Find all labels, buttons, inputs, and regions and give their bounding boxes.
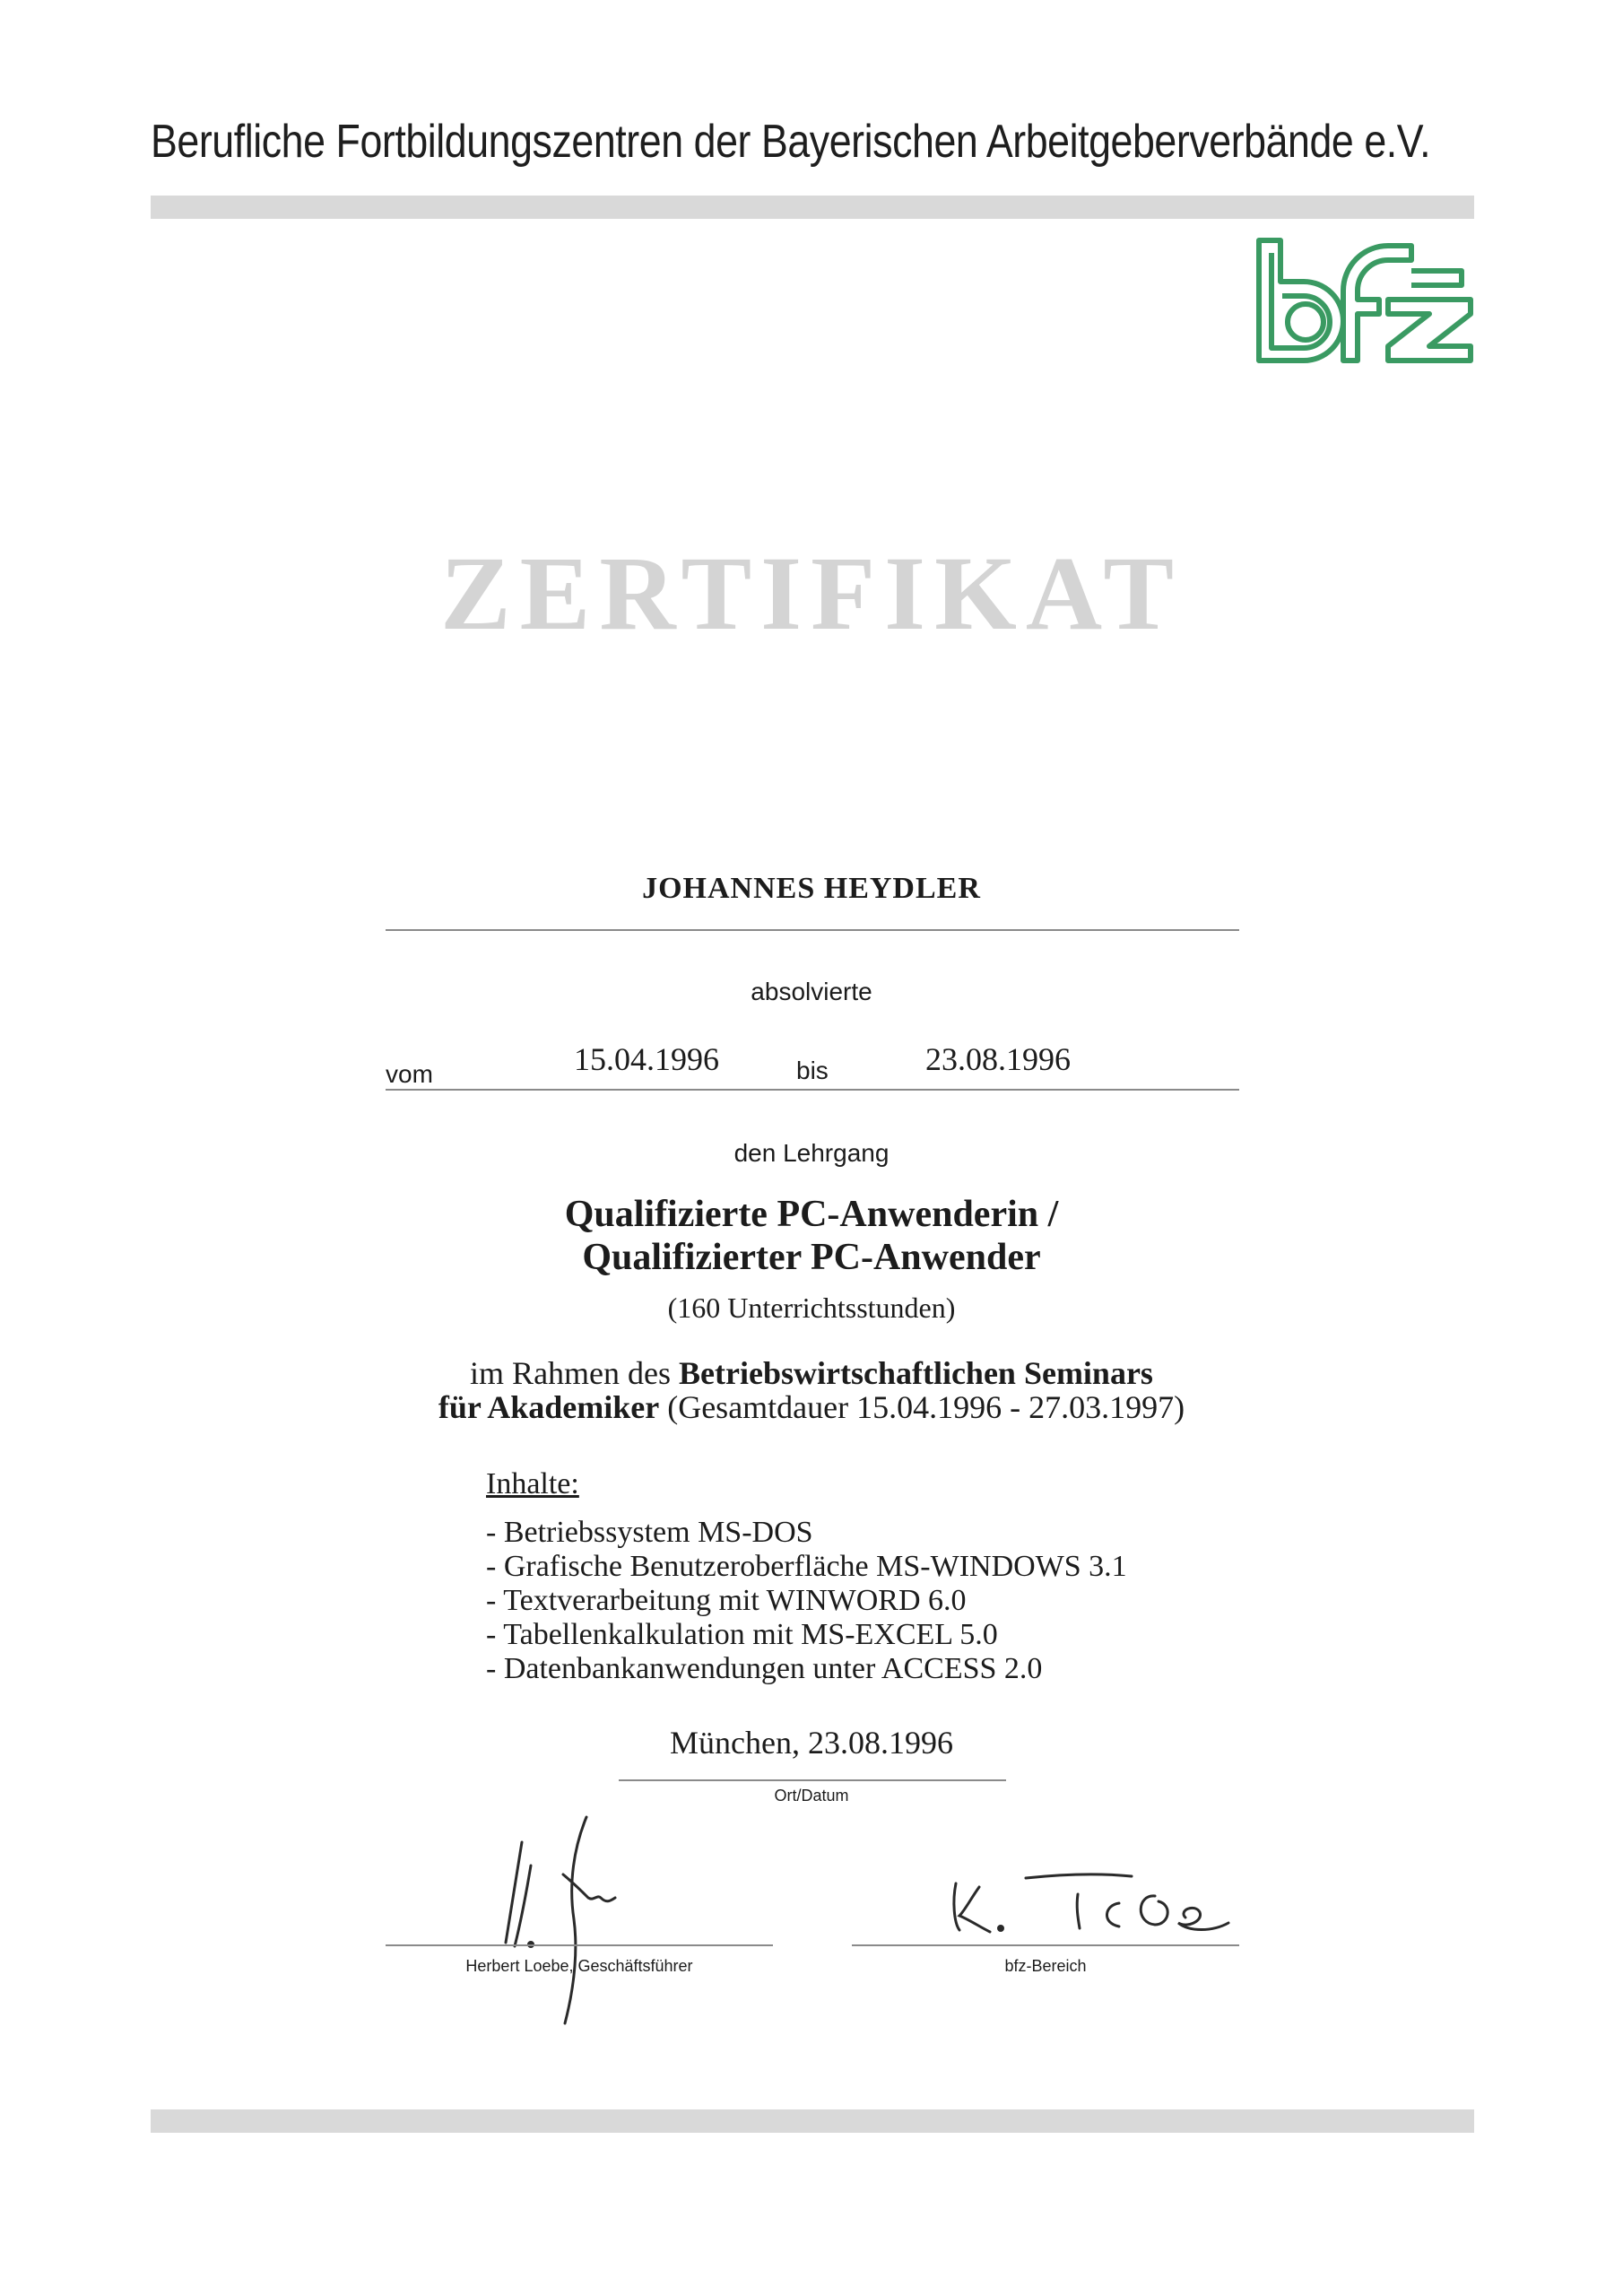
signer-right-caption: bfz-Bereich xyxy=(1004,1957,1087,1975)
seminar-name: Betriebswirtschaftlichen Seminars xyxy=(679,1355,1153,1391)
bottom-divider-bar xyxy=(151,2109,1474,2133)
top-divider-bar xyxy=(151,196,1474,219)
seminar-audience: für Akademiker xyxy=(438,1389,660,1425)
context-prefix: im Rahmen des xyxy=(470,1355,680,1391)
seminar-duration: (Gesamtdauer 15.04.1996 - 27.03.1997) xyxy=(659,1389,1185,1425)
list-item: - Betriebssystem MS-DOS xyxy=(486,1516,813,1549)
signature-left-icon xyxy=(475,1812,726,2027)
completed-label: absolvierte xyxy=(751,978,872,1005)
signature-right-line xyxy=(852,1944,1239,1946)
seminar-context-line1 xyxy=(0,1354,1623,1392)
to-date: 23.08.1996 xyxy=(925,1041,1071,1077)
course-hours: (160 Unterrichtsstunden) xyxy=(667,1292,956,1324)
dates-underline xyxy=(386,1089,1239,1091)
place-date: München, 23.08.1996 xyxy=(670,1725,953,1761)
course-intro: den Lehrgang xyxy=(733,1139,890,1167)
list-item: - Datenbankanwendungen unter ACCESS 2.0 xyxy=(486,1652,1043,1685)
signature-left-line xyxy=(386,1944,773,1946)
list-item: - Grafische Benutzeroberfläche MS-WINDOWS 3.1 xyxy=(486,1550,1127,1583)
place-date-caption: Ort/Datum xyxy=(774,1787,849,1805)
certificate-title: ZERTIFIKAT xyxy=(439,535,1184,652)
signature-right-icon xyxy=(943,1848,1248,1937)
course-title-line1: Qualifizierte PC-Anwenderin / xyxy=(564,1194,1059,1235)
bfz-logo-icon xyxy=(1254,235,1476,368)
organization-header: Berufliche Fortbildungszentren der Bayerischen Arbeitgeberverbände e.V. xyxy=(151,116,1431,168)
signer-left-caption: Herbert Loebe, Geschäftsführer xyxy=(465,1957,693,1975)
from-label: vom xyxy=(386,1060,433,1088)
course-title-line2: Qualifizierter PC-Anwender xyxy=(582,1237,1041,1278)
seminar-context-line2 xyxy=(0,1388,1623,1426)
to-label: bis xyxy=(796,1057,829,1084)
list-item: - Textverarbeitung mit WINWORD 6.0 xyxy=(486,1584,967,1617)
contents-heading: Inhalte: xyxy=(486,1467,579,1500)
place-date-underline xyxy=(619,1779,1006,1781)
list-item: - Tabellenkalkulation mit MS-EXCEL 5.0 xyxy=(486,1618,998,1651)
name-underline xyxy=(386,929,1239,931)
contents-list xyxy=(486,1516,1127,1686)
from-date: 15.04.1996 xyxy=(574,1041,719,1077)
recipient-name: JOHANNES HEYDLER xyxy=(642,872,981,905)
